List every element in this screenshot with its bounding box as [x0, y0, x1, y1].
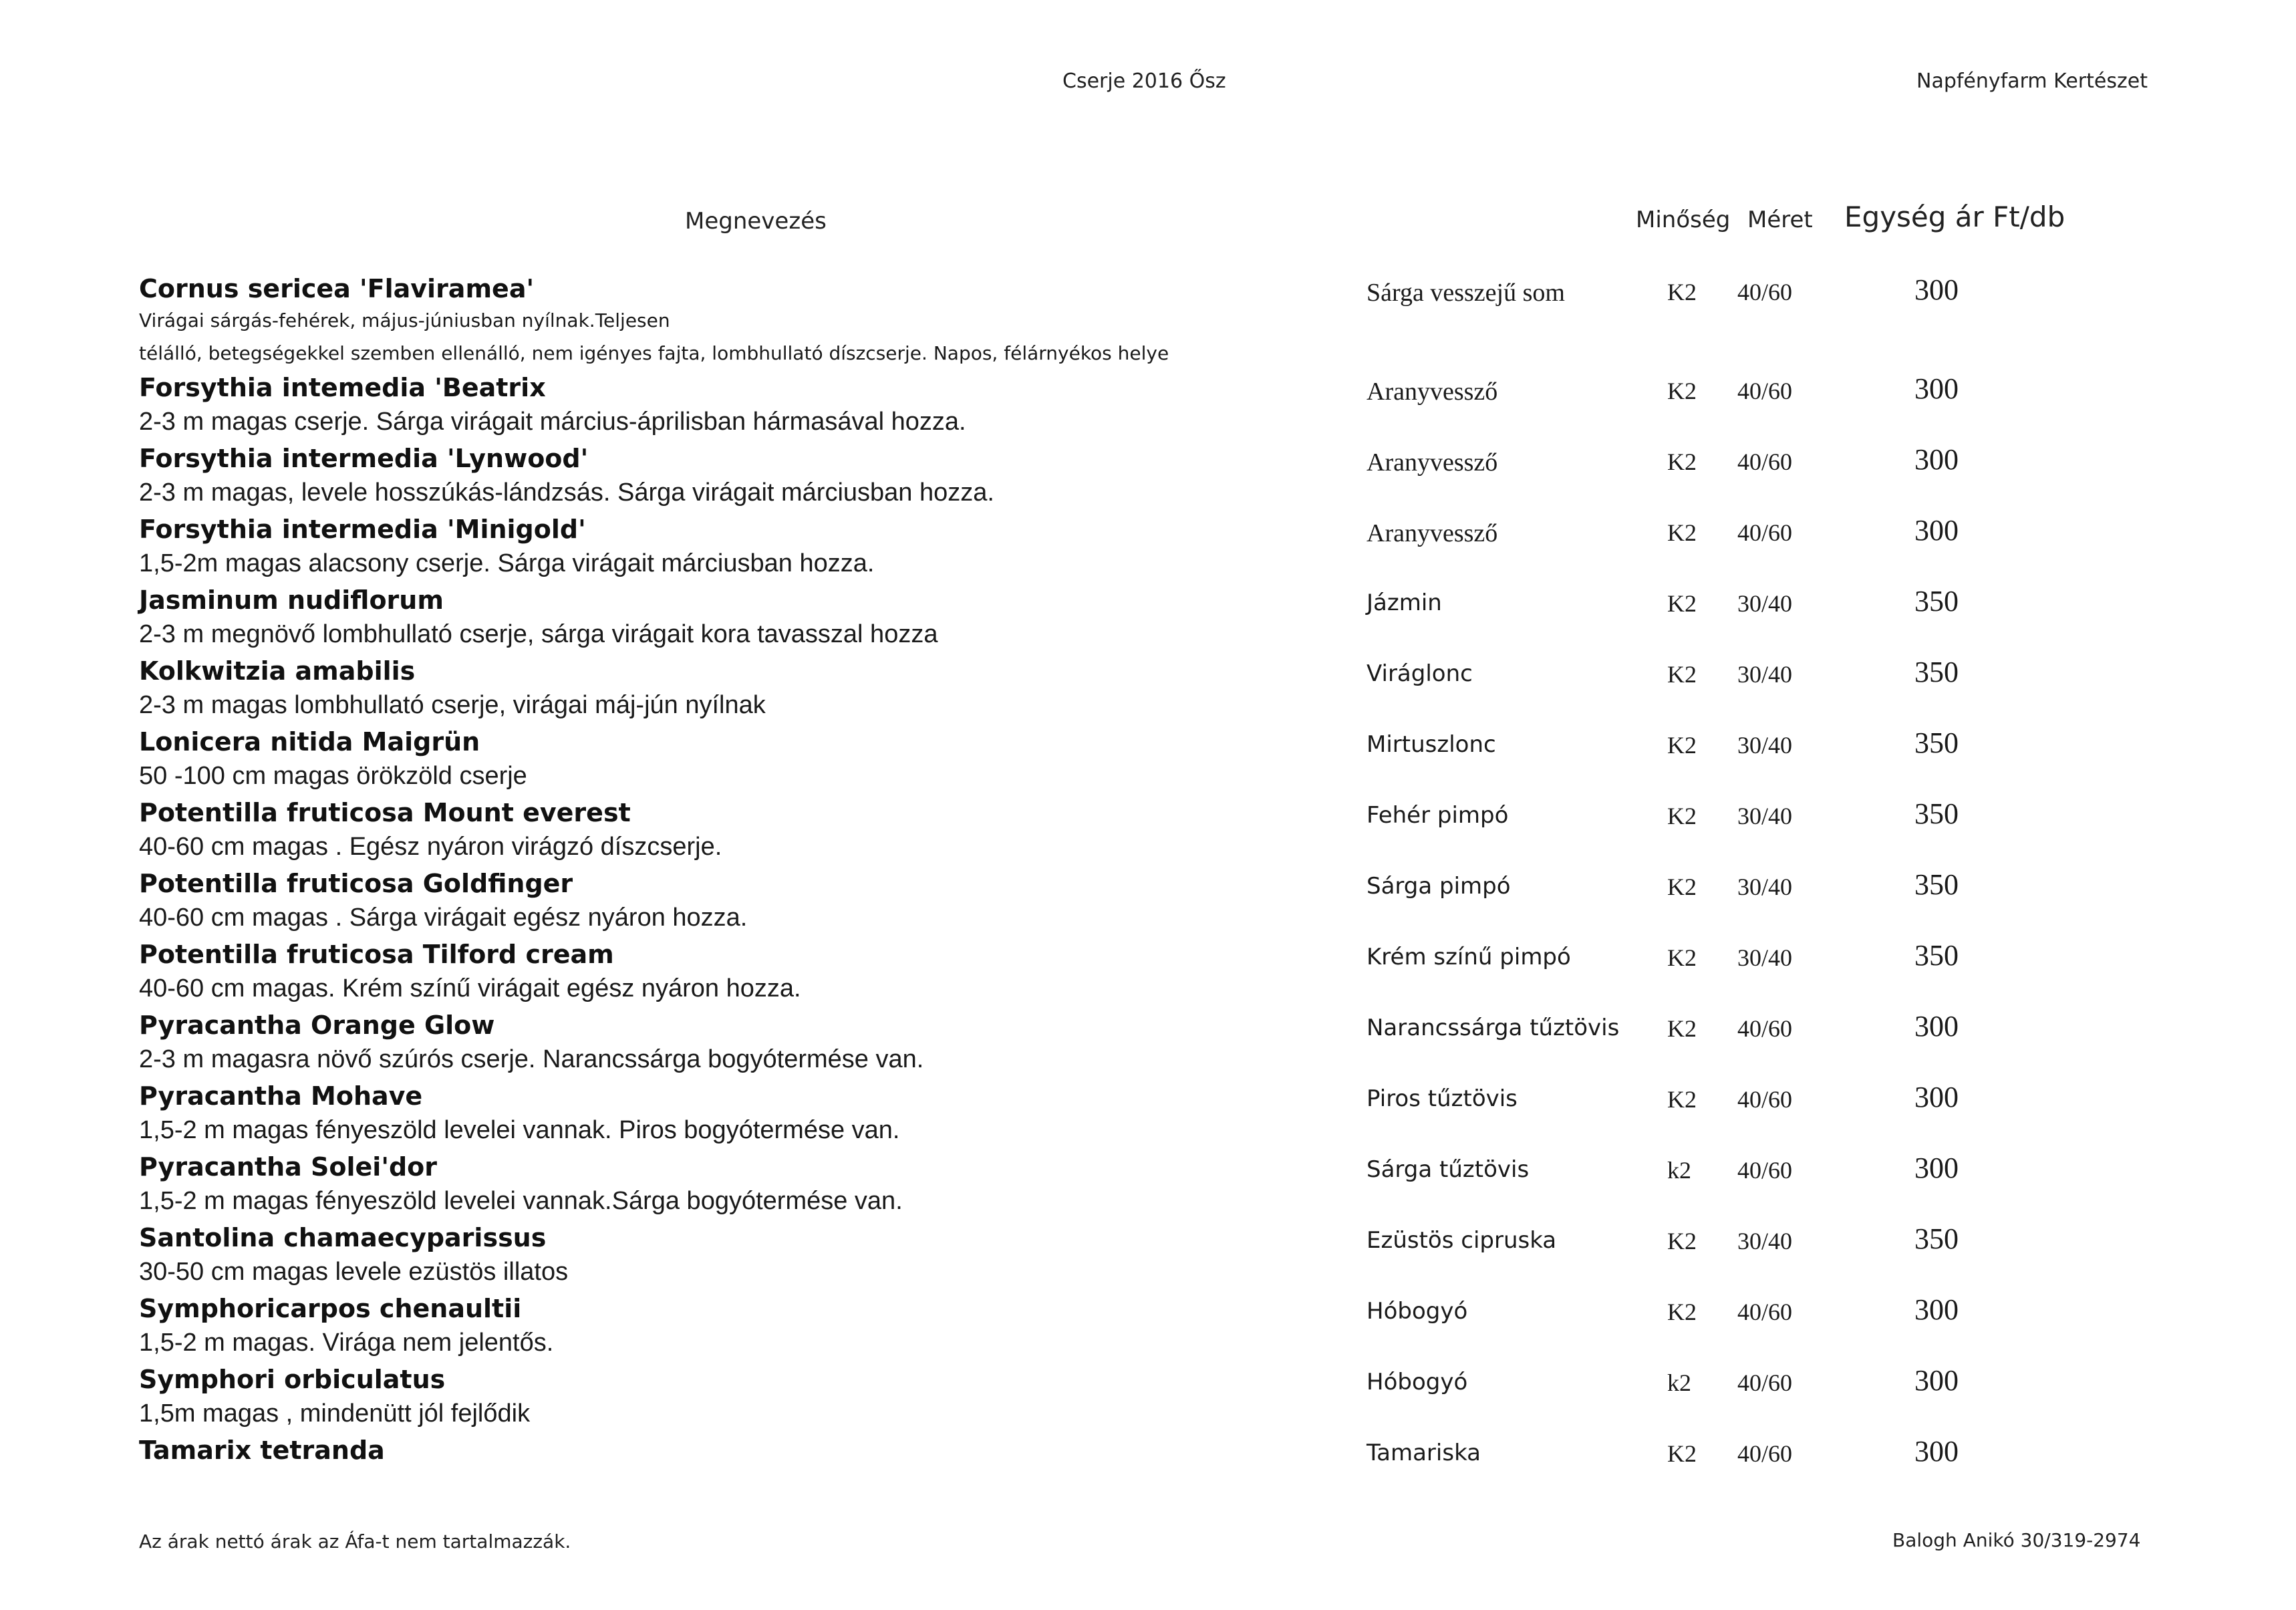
common-name: Sárga pimpó: [1367, 873, 1511, 900]
quality-grade: K2: [1667, 944, 1697, 971]
common-name: Ezüstös cipruska: [1367, 1227, 1557, 1254]
vat-note: Az árak nettó árak az Áfa-t nem tartalmazzák.: [139, 1530, 571, 1553]
plant-name: Forsythia intemedia 'Beatrix: [139, 373, 546, 402]
unit-price: 300: [1914, 1152, 1959, 1184]
plant-description: 1,5m magas , mindenütt jól fejlődik: [139, 1399, 531, 1428]
quality-grade: K2: [1667, 1299, 1697, 1325]
column-header-name: Megnevezés: [685, 208, 827, 235]
quality-grade: K2: [1667, 448, 1697, 475]
plant-name: Pyracantha Mohave: [139, 1081, 423, 1111]
plant-name: Symphori orbiculatus: [139, 1365, 446, 1394]
unit-price: 300: [1914, 372, 1959, 405]
contact-info: Balogh Anikó 30/319-2974: [1892, 1529, 2141, 1551]
common-name: Sárga vesszejű som: [1367, 279, 1565, 307]
common-name: Aranyvessző: [1367, 378, 1498, 406]
plant-name: Forsythia intermedia 'Minigold': [139, 515, 586, 544]
plant-description: 50 -100 cm magas örökzöld cserje: [139, 762, 527, 790]
plant-name: Lonicera nitida Maigrün: [139, 727, 480, 757]
plant-name: Pyracantha Solei'dor: [139, 1152, 437, 1182]
quality-grade: K2: [1667, 661, 1697, 688]
plant-size: 30/40: [1737, 803, 1793, 829]
unit-price: 350: [1914, 868, 1959, 901]
plant-size: 40/60: [1737, 519, 1793, 546]
common-name: Mirtuszlonc: [1367, 731, 1496, 758]
plant-description: Virágai sárgás-fehérek, május-júniusban nyílnak.Teljesen: [139, 309, 670, 331]
unit-price: 350: [1914, 797, 1959, 830]
plant-name: Pyracantha Orange Glow: [139, 1011, 495, 1040]
common-name: Sárga tűztövis: [1367, 1156, 1530, 1183]
column-header-quality: Minőség: [1636, 207, 1731, 233]
plant-name: Potentilla fruticosa Goldfinger: [139, 869, 573, 898]
plant-size: 40/60: [1737, 1369, 1793, 1396]
quality-grade: K2: [1667, 590, 1697, 617]
plant-name: Potentilla fruticosa Mount everest: [139, 798, 631, 827]
plant-size: 30/40: [1737, 732, 1793, 759]
plant-name: Cornus sericea 'Flaviramea': [139, 274, 535, 303]
plant-size: 30/40: [1737, 661, 1793, 688]
column-header-size: Méret: [1747, 207, 1813, 233]
plant-name: Santolina chamaecyparissus: [139, 1223, 547, 1252]
common-name: Hóbogyó: [1367, 1369, 1468, 1395]
plant-description: 2-3 m magas lombhullató cserje, virágai máj-jún nyílnak: [139, 691, 766, 719]
unit-price: 300: [1914, 273, 1959, 306]
plant-size: 30/40: [1737, 874, 1793, 900]
common-name: Jázmin: [1367, 589, 1442, 616]
plant-description: 1,5-2m magas alacsony cserje. Sárga virágait márciusban hozza.: [139, 549, 875, 577]
quality-grade: k2: [1667, 1369, 1691, 1396]
quality-grade: K2: [1667, 519, 1697, 546]
quality-grade: K2: [1667, 279, 1697, 305]
plant-name: Forsythia intermedia 'Lynwood': [139, 444, 589, 473]
common-name: Aranyvessző: [1367, 519, 1498, 547]
plant-description: télálló, betegségekkel szemben ellenálló, nem igényes fajta, lombhullató díszcserje. Napos, félárnyékos helye: [139, 342, 1169, 364]
plant-description: 30-50 cm magas levele ezüstös illatos: [139, 1258, 569, 1286]
unit-price: 300: [1914, 443, 1959, 476]
plant-name: Jasminum nudiflorum: [139, 585, 444, 615]
plant-size: 30/40: [1737, 944, 1793, 971]
plant-size: 40/60: [1737, 1086, 1793, 1113]
unit-price: 300: [1914, 1081, 1959, 1113]
plant-size: 30/40: [1737, 590, 1793, 617]
plant-size: 30/40: [1737, 1228, 1793, 1254]
common-name: Hóbogyó: [1367, 1298, 1468, 1325]
document-title: Cserje 2016 Ősz: [1062, 70, 1226, 93]
quality-grade: K2: [1667, 1015, 1697, 1042]
common-name: Narancssárga tűztövis: [1367, 1015, 1620, 1041]
plant-description: 40-60 cm magas . Sárga virágait egész nyáron hozza.: [139, 904, 748, 932]
plant-size: 40/60: [1737, 378, 1793, 404]
column-header-price: Egység ár Ft/db: [1844, 200, 2065, 233]
unit-price: 350: [1914, 939, 1959, 972]
unit-price: 300: [1914, 1010, 1959, 1043]
quality-grade: K2: [1667, 732, 1697, 759]
plant-size: 40/60: [1737, 1299, 1793, 1325]
plant-description: 40-60 cm magas. Krém színű virágait egész nyáron hozza.: [139, 974, 801, 1002]
plant-size: 40/60: [1737, 1440, 1793, 1467]
plant-name: Symphoricarpos chenaultii: [139, 1294, 522, 1323]
common-name: Piros tűztövis: [1367, 1085, 1518, 1112]
plant-description: 1,5-2 m magas. Virága nem jelentős.: [139, 1329, 554, 1357]
unit-price: 300: [1914, 1364, 1959, 1397]
quality-grade: K2: [1667, 1086, 1697, 1113]
unit-price: 350: [1914, 726, 1959, 759]
plant-name: Potentilla fruticosa Tilford cream: [139, 940, 614, 969]
plant-size: 40/60: [1737, 1015, 1793, 1042]
plant-description: 40-60 cm magas . Egész nyáron virágzó díszcserje.: [139, 833, 722, 861]
company-name: Napfényfarm Kertészet: [1916, 70, 2148, 93]
unit-price: 350: [1914, 1222, 1959, 1255]
plant-description: 2-3 m megnövő lombhullató cserje, sárga virágait kora tavasszal hozza: [139, 620, 938, 648]
unit-price: 350: [1914, 585, 1959, 618]
common-name: Viráglonc: [1367, 660, 1473, 687]
plant-description: 1,5-2 m magas fényeszöld levelei vannak. Piros bogyótermése van.: [139, 1116, 900, 1144]
plant-description: 1,5-2 m magas fényeszöld levelei vannak.Sárga bogyótermése van.: [139, 1187, 903, 1215]
plant-size: 40/60: [1737, 448, 1793, 475]
common-name: Fehér pimpó: [1367, 802, 1509, 829]
plant-name: Tamarix tetranda: [139, 1436, 385, 1465]
plant-size: 40/60: [1737, 279, 1793, 305]
unit-price: 300: [1914, 1435, 1959, 1468]
unit-price: 300: [1914, 1293, 1959, 1326]
quality-grade: K2: [1667, 378, 1697, 404]
common-name: Krém színű pimpó: [1367, 944, 1571, 970]
plant-description: 2-3 m magas cserje. Sárga virágait március-áprilisban hármasával hozza.: [139, 408, 966, 436]
quality-grade: K2: [1667, 803, 1697, 829]
common-name: Tamariska: [1367, 1440, 1481, 1466]
unit-price: 350: [1914, 656, 1959, 688]
plant-description: 2-3 m magas, levele hosszúkás-lándzsás. Sárga virágait márciusban hozza.: [139, 479, 994, 507]
quality-grade: k2: [1667, 1157, 1691, 1184]
unit-price: 300: [1914, 514, 1959, 547]
plant-size: 40/60: [1737, 1157, 1793, 1184]
plant-description: 2-3 m magasra növő szúrós cserje. Narancssárga bogyótermése van.: [139, 1045, 924, 1073]
plant-name: Kolkwitzia amabilis: [139, 656, 416, 686]
common-name: Aranyvessző: [1367, 448, 1498, 477]
quality-grade: K2: [1667, 874, 1697, 900]
quality-grade: K2: [1667, 1440, 1697, 1467]
quality-grade: K2: [1667, 1228, 1697, 1254]
